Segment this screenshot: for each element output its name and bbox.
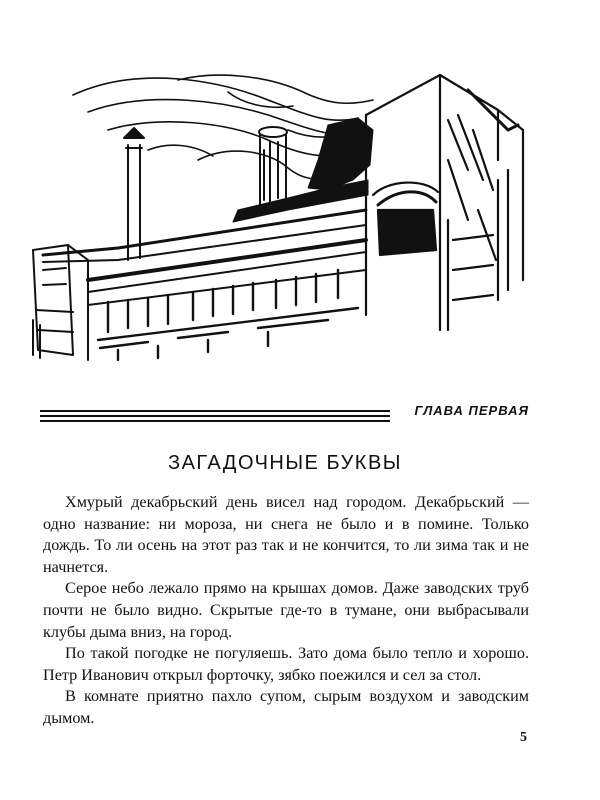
tower (366, 75, 523, 330)
page-number: 5 (520, 730, 527, 745)
paragraph-2: Серое небо лежало прямо на крышах домов. Даже заводских труб почти не было видно. Скрытые где-то в тумане, они выбрасывали клубы дыма вниз, на город. (43, 579, 529, 641)
chapter-label: ГЛАВА ПЕРВАЯ (414, 403, 529, 418)
rooftop-illustration (28, 70, 528, 370)
facade-ticks (98, 270, 358, 360)
paragraph-1: Хмурый декабрьский день висел над городом. Декабрьский — одно название: ни мороза, ни снега не было и в помине. Только дождь. То ли осень на этот раз так и не кончится, то ли зима так и не начнется. (43, 493, 529, 576)
paragraph-3: По такой погодке не погуляешь. Зато дома было тепло и хорошо. Петр Иванович открыл форточку, зябко поежился и сел за стол. (43, 644, 529, 684)
paragraph-4: В комнате приятно пахло супом, сырым воздухом и заводским дымом. (43, 687, 529, 727)
body-text (43, 492, 529, 730)
roof-dark-mass (233, 118, 373, 222)
chapter-title: ЗАГАДОЧНЫЕ БУКВЫ (167, 452, 403, 474)
chapter-rule (40, 410, 390, 424)
